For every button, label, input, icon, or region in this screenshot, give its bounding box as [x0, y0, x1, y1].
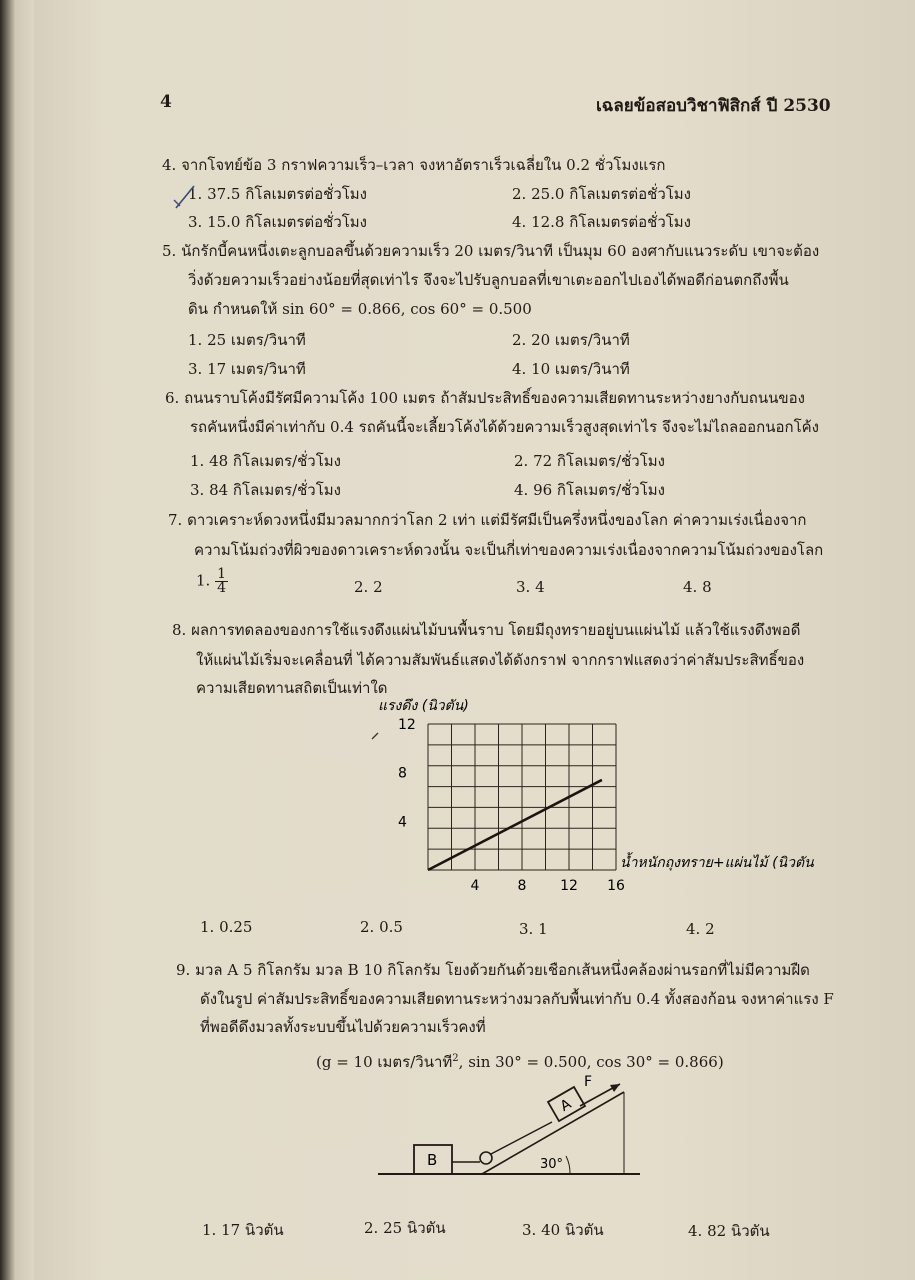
q6-line-2: รถคันหนึ่งมีค่าเท่ากับ 0.4 รถคันนี้จะเลี้ยวโค้งได้ด้วยความเร็วสูงสุดเท่าไร จึงจะไม่ไถลออกนอกโค้ง: [190, 418, 820, 436]
q8-line-2: ให้แผ่นไม้เริ่มจะเคลื่อนที่ ได้ความสัมพันธ์แสดงได้ดังกราฟ จากกราฟแสดงว่าค่าสัมประสิทธิ์ของ: [196, 651, 805, 669]
q4-option-2: 2. 25.0 กิโลเมตรต่อชั่วโมง: [512, 185, 692, 203]
x-tick-label: 4: [470, 878, 480, 894]
fraction-numerator: 1: [217, 566, 227, 582]
y-axis-label: แรงดึง (นิวตัน): [378, 698, 469, 714]
q5-line-1: 5. นักรักบี้คนหนึ่งเตะลูกบอลขึ้นด้วยความเร็ว 20 เมตร/วินาที เป็นมุม 60 องศากับแนวระดับ เขาจะต้อง: [162, 242, 820, 260]
book-spine-edge: [0, 0, 34, 1280]
x-axis-label: น้ำหนักถุงทราย+แผ่นไม้ (นิวตัน: [620, 855, 814, 871]
angle-arc: [566, 1156, 570, 1174]
q7-line-2: ความโน้มถ่วงที่ผิวของดาวเคราะห์ดวงนั้น จะเป็นกี่เท่าของความเร่งเนื่องจากความโน้มถ่วงของโลก: [194, 541, 824, 559]
q6-option-1: 1. 48 กิโลเมตร/ชั่วโมง: [190, 452, 342, 470]
y-tick-label: 4: [398, 814, 407, 831]
q5-option-4: 4. 10 เมตร/วินาที: [512, 360, 630, 378]
q7-option-2: 2. 2: [354, 578, 383, 596]
x-tick-label: 12: [560, 878, 578, 894]
q9-given-superscript: 2: [452, 1053, 459, 1064]
fraction-denominator: 4: [217, 580, 227, 596]
q4-option-3: 3. 15.0 กิโลเมตรต่อชั่วโมง: [188, 213, 368, 231]
series-line: [428, 780, 602, 870]
q5-option-2: 2. 20 เมตร/วินาที: [512, 331, 630, 349]
q6-option-3: 3. 84 กิโลเมตร/ชั่วโมง: [190, 481, 342, 499]
q9-option-3: 3. 40 นิวตัน: [522, 1221, 604, 1239]
q7-option-1-prefix: 1.: [196, 571, 211, 590]
q9-option-1: 1. 17 นิวตัน: [202, 1221, 284, 1239]
q8-option-1: 1. 0.25: [200, 918, 253, 936]
block-a: [548, 1087, 585, 1121]
y-tick-labels: [398, 717, 416, 830]
q5-line-3: ดิน กำหนดให้ sin 60° = 0.866, cos 60° = 0.500: [188, 300, 532, 318]
pulley-incline-diagram: [370, 1070, 660, 1182]
q7-option-4: 4. 8: [683, 578, 712, 596]
q8-option-3: 3. 1: [519, 920, 548, 938]
q7-option-3: 3. 4: [516, 578, 545, 596]
y-tick-label: 12: [398, 717, 416, 733]
q9-given-suffix: , sin 30° = 0.500, cos 30° = 0.866): [458, 1053, 724, 1071]
q9-option-4: 4. 82 นิวตัน: [688, 1222, 770, 1240]
page-number: 4: [160, 92, 172, 112]
q9-option-2: 2. 25 นิวตัน: [364, 1219, 446, 1237]
block-a-label: A: [557, 1096, 575, 1115]
pulley-icon: [480, 1152, 492, 1164]
q9-given-prefix: (g = 10 เมตร/วินาที: [316, 1053, 453, 1071]
q7-line-1: 7. ดาวเคราะห์ดวงหนึ่งมีมวลมากกว่าโลก 2 เท่า แต่มีรัศมีเป็นครึ่งหนึ่งของโลก ค่าความเร่งเนื่องจาก: [168, 511, 807, 529]
q9-line-1: 9. มวล A 5 กิโลกรัม มวล B 10 กิโลกรัม โยงด้วยกันด้วยเชือกเส้นหนึ่งคล้องผ่านรอกที่ไม่มีความฝืด: [176, 961, 810, 979]
force-label: F: [584, 1074, 593, 1090]
q4-text: 4. จากโจทย์ข้อ 3 กราฟความเร็ว–เวลา จงหาอัตราเร็วเฉลี่ยใน 0.2 ชั่วโมงแรก: [162, 156, 666, 174]
q6-option-4: 4. 96 กิโลเมตร/ชั่วโมง: [514, 481, 666, 499]
q8-option-4: 4. 2: [686, 920, 715, 938]
q9-line-2: ดังในรูป ค่าสัมประสิทธิ์ของความเสียดทานระหว่างมวลกับพื้นเท่ากับ 0.4 ทั้งสองก้อน จงหาค่าแรง F: [200, 990, 834, 1008]
q5-option-3: 3. 17 เมตร/วินาที: [188, 360, 306, 378]
q9-line-3: ที่พอดีดึงมวลทั้งระบบขึ้นไปด้วยความเร็วคงที่: [200, 1018, 486, 1036]
x-tick-labels: [471, 878, 625, 894]
q8-option-2: 2. 0.5: [360, 918, 403, 936]
graph-series: [428, 780, 602, 870]
q6-line-1: 6. ถนนราบโค้งมีรัศมีความโค้ง 100 เมตร ถ้าสัมประสิทธิ์ของความเสียดทานระหว่างยางกับถนนของ: [165, 389, 805, 407]
angle-label: 30°: [540, 1157, 564, 1172]
pen-mark: [372, 733, 378, 739]
y-tick-label: 8: [398, 765, 407, 782]
q4-option-4: 4. 12.8 กิโลเมตรต่อชั่วโมง: [512, 213, 692, 231]
x-tick-label: 8: [517, 878, 527, 894]
friction-graph: [360, 692, 880, 904]
block-b-label: B: [427, 1151, 438, 1169]
q6-option-2: 2. 72 กิโลเมตร/ชั่วโมง: [514, 452, 666, 470]
q7-option-1-fraction: [215, 568, 228, 595]
q5-option-1: 1. 25 เมตร/วินาที: [188, 331, 306, 349]
pen-check-mark: [172, 180, 198, 214]
x-tick-label: 16: [607, 878, 625, 894]
q4-option-1: 1. 37.5 กิโลเมตรต่อชั่วโมง: [188, 185, 368, 203]
q7-option-1: [196, 568, 228, 595]
q5-line-2: วิ่งด้วยความเร็วอย่างน้อยที่สุดเท่าไร จึงจะไปรับลูกบอลที่เขาเตะออกไปเองได้พอดีก่อนตกถึงพื้น: [188, 271, 789, 289]
q8-line-3: ความเสียดทานสถิตเป็นเท่าใด: [196, 679, 388, 697]
graph-grid: [428, 724, 616, 870]
page-title: เฉลยข้อสอบวิชาฟิสิกส์ ปี 2530: [596, 96, 831, 116]
q8-line-1: 8. ผลการทดลองของการใช้แรงดึงแผ่นไม้บนพื้นราบ โดยมีถุงทรายอยู่บนแผ่นไม้ แล้วใช้แรงดึงพอดี: [172, 621, 801, 639]
